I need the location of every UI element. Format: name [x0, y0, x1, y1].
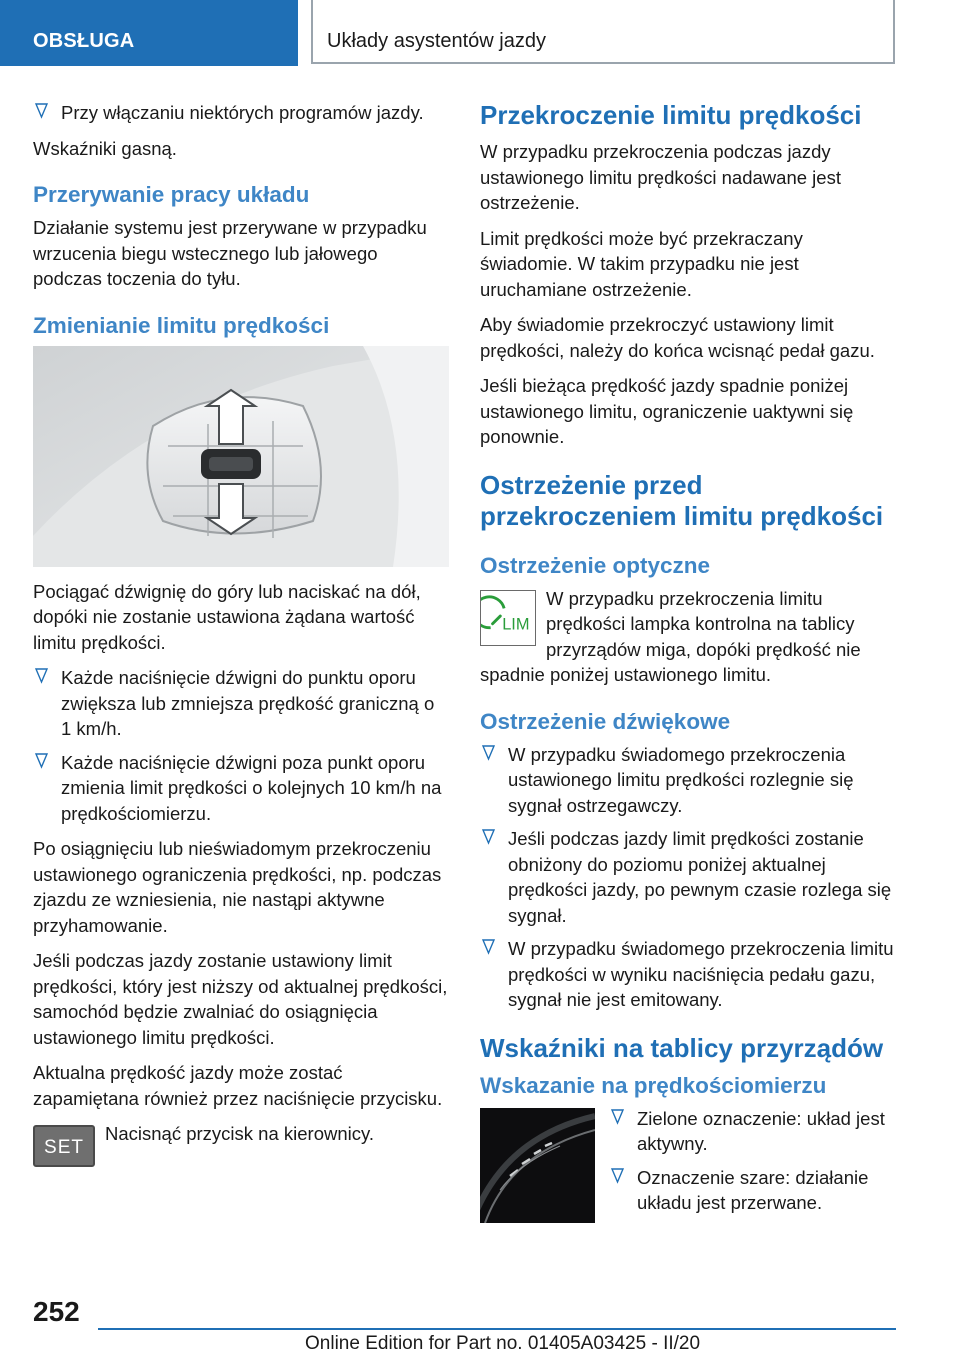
- list-item: Jeśli podczas jazdy limit prędkości zostanie obniżony do poziomu poniżej aktualnej prędkości jazdy, po pewnym czasie rozlega się sygnał.: [480, 826, 896, 928]
- set-button-icon: SET: [33, 1125, 95, 1167]
- bullet-list-top: [33, 100, 449, 126]
- paragraph: W przypadku przekroczenia podczas jazdy ustawionego limitu prędkości nadawane jest ostrzeżenie.: [480, 141, 841, 213]
- triangle-bullet-icon: [482, 829, 495, 845]
- set-button-row: [33, 1121, 449, 1171]
- heading-przerywanie: Przerywanie pracy układu: [33, 182, 310, 207]
- heading-optyczne: Ostrzeżenie optyczne: [480, 552, 711, 578]
- chapter-title: Układy asystentów jazdy: [311, 0, 895, 64]
- paragraph: Aby świadomie przekroczyć ustawiony limit prędkości, należy do końca wcisnąć pedał gazu.: [480, 314, 875, 361]
- right-column: [480, 100, 896, 1234]
- bullet-list-wskazanie: [609, 1106, 896, 1224]
- speedometer-image: [480, 1108, 595, 1223]
- heading-dzwiekowe: Ostrzeżenie dźwiękowe: [480, 708, 731, 734]
- bullet-list-zmiana: [33, 665, 449, 826]
- triangle-bullet-icon: [482, 745, 495, 761]
- steering-wheel-buttons-image: [33, 346, 449, 567]
- page-number: 252: [33, 1296, 80, 1327]
- left-column: [33, 100, 449, 1171]
- list-item: Oznaczenie szare: działanie układu jest przerwane.: [609, 1165, 896, 1216]
- heading-ostrzezenie-przed: Ostrzeżenie przed przekroczeniem limitu prędkości: [480, 469, 884, 531]
- page-header: [0, 0, 960, 66]
- paragraph: Po osiągnięciu lub nieświadomym przekroczeniu ustawionego ograniczenia prędkości, np. podczas zjazdu ze wzniesienia, nie nastąpi aktywne przyhamowanie.: [33, 838, 442, 936]
- triangle-bullet-icon: [611, 1109, 624, 1125]
- paragraph: Aktualna prędkość jazdy może zostać zapamiętana również przez naciśnięcie przycisku.: [33, 1062, 443, 1109]
- speed-limit-indicator-icon: [480, 590, 536, 646]
- section-tab: OBSŁUGA: [0, 0, 298, 66]
- list-item: W przypadku świadomego przekroczenia limitu prędkości w wyniku naciśnięcia pedału gazu, sygnał nie jest emitowany.: [480, 936, 896, 1013]
- speedometer-row: [480, 1106, 896, 1234]
- paragraph: Limit prędkości może być przekraczany świadomie. W takim przypadku nie jest uruchamiane ostrzeżenie.: [480, 227, 803, 300]
- paragraph: W przypadku przekroczenia limitu prędkości lampka kontrolna na tablicy przyrządów miga, dopóki prędkość nie spadnie poniżej ustawionego limitu.: [480, 587, 861, 685]
- triangle-bullet-icon: [482, 939, 495, 955]
- heading-przekroczenie: Przekroczenie limitu prędkości: [480, 100, 862, 130]
- triangle-bullet-icon: [35, 753, 48, 769]
- heading-wskazanie: Wskazanie na prędkościomierzu: [480, 1072, 827, 1098]
- list-item: Przy włączaniu niektórych programów jazdy.: [33, 100, 449, 126]
- list-item: Zielone oznaczenie: układ jest aktywny.: [609, 1106, 896, 1157]
- footer-divider: [98, 1328, 896, 1330]
- lim-label: LIM: [502, 615, 530, 634]
- paragraph: Działanie systemu jest przerywane w przypadku wrzucenia biegu wstecznego lub jałowego podczas toczenia do tyłu.: [33, 217, 427, 289]
- paragraph: Jeśli bieżąca prędkość jazdy spadnie poniżej ustawionego limitu, ograniczenie uaktywni się ponownie.: [480, 375, 854, 447]
- heading-wskazniki: Wskaźniki na tablicy przyrządów: [480, 1032, 884, 1063]
- paragraph: Wskaźniki gasną.: [33, 137, 177, 159]
- triangle-bullet-icon: [611, 1168, 624, 1184]
- edition-note: Online Edition for Part no. 01405A03425 - II/20: [305, 1333, 701, 1354]
- paragraph: Nacisnąć przycisk na kierownicy.: [105, 1123, 375, 1144]
- paragraph: Pociągać dźwignię do góry lub naciskać na dół, dopóki nie zostanie ustawiona żądana wartość limitu prędkości.: [33, 580, 421, 653]
- paragraph: Jeśli podczas jazdy zostanie ustawiony limit prędkości, który jest niższy od aktualnej prędkości, samochód będzie zwalniać do osiągnięcia ustawionego limitu prędkości.: [33, 950, 448, 1048]
- list-item: Każde naciśnięcie dźwigni do punktu oporu zwiększa lub zmniejsza prędkość graniczną o 1 km/h.: [33, 665, 449, 742]
- triangle-bullet-icon: [35, 668, 48, 684]
- heading-zmienianie: Zmienianie limitu prędkości: [33, 312, 330, 338]
- list-item: Każde naciśnięcie dźwigni poza punkt oporu zmienia limit prędkości o kolejnych 10 km/h na prędkościomierzu.: [33, 750, 449, 827]
- lim-indicator-row: [480, 586, 896, 688]
- bullet-list-dzwiekowe: [480, 742, 896, 1013]
- triangle-bullet-icon: [35, 103, 48, 119]
- list-item: W przypadku świadomego przekroczenia ustawionego limitu prędkości rozlegnie się sygnał ostrzegawczy.: [480, 742, 896, 819]
